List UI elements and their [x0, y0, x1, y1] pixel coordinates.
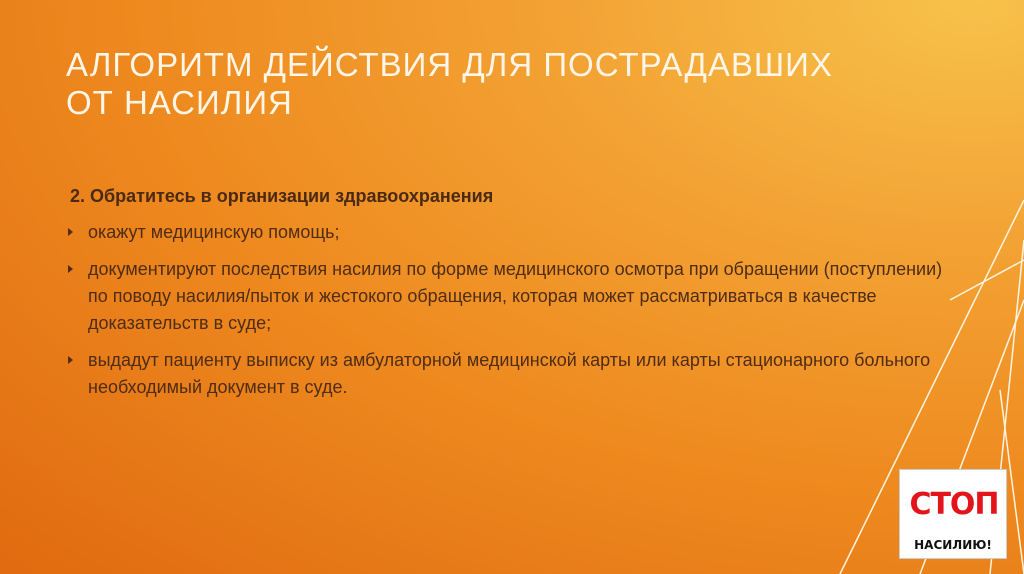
bullet-text: документируют последствия насилия по форме медицинского осмотра при обращении (поступлении) по поводу насилия/пыток и жестокого обращения, которая может рассматриваться в качестве доказательств в суде; — [88, 259, 943, 333]
bullet-item — [66, 256, 946, 337]
slide-title: АЛГОРИТМ ДЕЙСТВИЯ ДЛЯ ПОСТРАДАВШИХ ОТ НАСИЛИЯ — [66, 46, 833, 121]
triangle-bullet-icon — [68, 265, 73, 273]
logo-text-top — [906, 476, 1002, 532]
stop-violence-logo — [899, 469, 1007, 559]
triangle-bullet-icon — [68, 356, 73, 364]
deco-line — [950, 260, 1024, 300]
triangle-bullet-icon — [68, 228, 73, 236]
bullet-item — [66, 347, 946, 401]
subheading: 2. Обратитесь в организации здравоохранения — [70, 186, 494, 206]
logo-stop-text: СТОП — [909, 486, 999, 522]
bullet-text: окажут медицинскую помощь; — [88, 222, 340, 242]
slide-content — [66, 186, 946, 411]
bullet-item — [66, 219, 946, 246]
bullet-text: выдадут пациенту выписку из амбулаторной медицинской карты или карты стационарного больного необходимый документ в суде. — [88, 350, 931, 397]
logo-text-bottom: НАСИЛИЮ! — [914, 538, 992, 552]
bullet-list — [66, 219, 946, 401]
